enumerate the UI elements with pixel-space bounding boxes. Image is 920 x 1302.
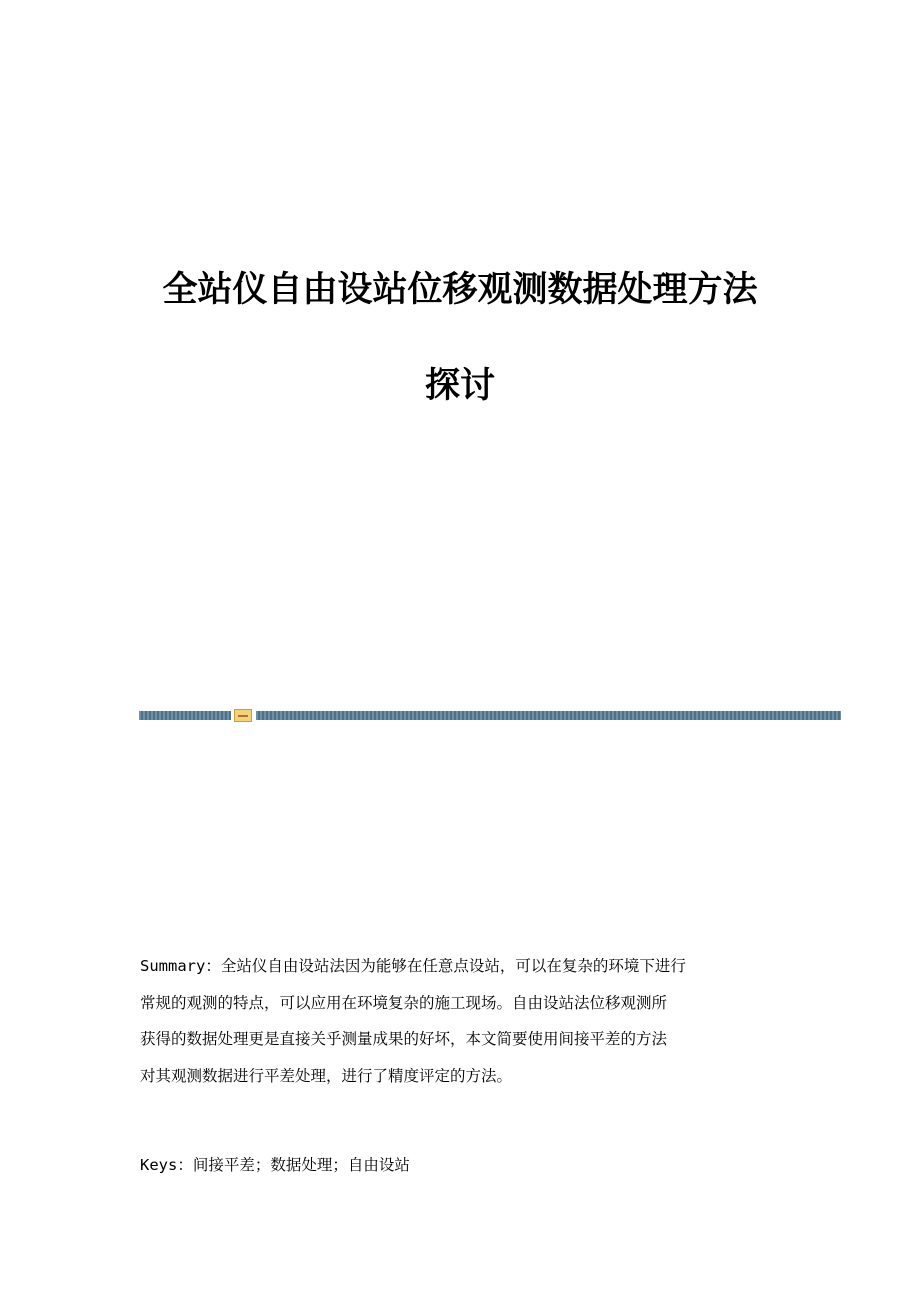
summary-separator: ： xyxy=(205,957,221,975)
keywords-line xyxy=(140,1150,790,1180)
keywords-separator: ： xyxy=(177,1156,193,1174)
summary-text-1: 全站仪自由设站法因为能够在任意点设站，可以在复杂的环境下进行 xyxy=(220,957,686,975)
summary-paragraph xyxy=(140,948,790,1094)
decorative-divider-right xyxy=(256,711,841,720)
keywords-label: Keys xyxy=(140,1156,178,1174)
keywords-text: 间接平差；数据处理；自由设站 xyxy=(192,1156,410,1174)
document-title-line-1: 全站仪自由设站位移观测数据处理方法 xyxy=(162,270,758,310)
document-title-line-2: 探讨 xyxy=(424,366,495,406)
summary-line-3: 获得的数据处理更是直接关乎测量成果的好坏，本文简要使用间接平差的方法 xyxy=(140,1030,668,1048)
summary-line-2: 常规的观测的特点，可以应用在环境复杂的施工现场。自由设站法位移观测所 xyxy=(140,993,668,1012)
decorative-divider-left xyxy=(139,711,231,720)
divider-ornament-icon xyxy=(234,709,252,722)
summary-label: Summary xyxy=(140,957,206,975)
summary-line-4: 对其观测数据进行平差处理，进行了精度评定的方法。 xyxy=(140,1066,513,1085)
summary-line-1 xyxy=(140,948,790,985)
